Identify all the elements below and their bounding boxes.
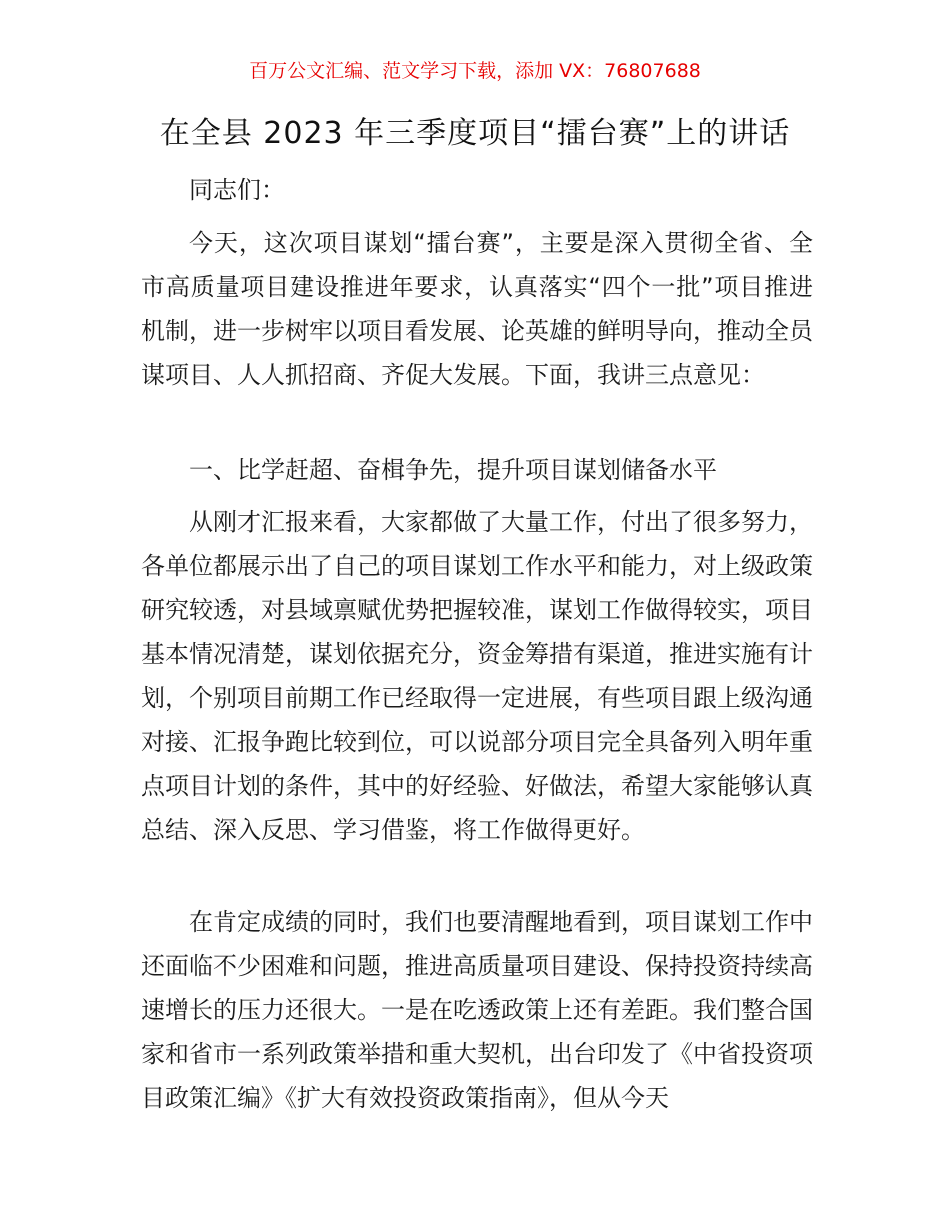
section-heading-1: 一、比学赶超、奋楫争先，提升项目谋划储备水平 — [189, 456, 717, 484]
salutation-block — [141, 168, 813, 212]
paragraph-block — [141, 500, 813, 852]
paragraph-block — [141, 221, 813, 397]
paragraph-achievements: 从刚才汇报来看，大家都做了大量工作，付出了很多努力，各单位都展示出了自己的项目谋划工作水平和能力，对上级政策研究较透，对县域禀赋优势把握较准，谋划工作做得较实，项目基本情况清楚，谋划依据充分，资金筹措有渠道，推进实施有计划，个别项目前期工作已经取得一定进展，有些项目跟上级沟通对接、汇报争跑比较到位，可以说部分项目完全具备列入明年重点项目计划的条件，其中的好经验、好做法，希望大家能够认真总结、深入反思、学习借鉴，将工作做得更好。 — [141, 508, 813, 844]
section-heading-block — [141, 448, 813, 492]
document-title: 在全县 2023 年三季度项目“擂台赛”上的讲话 — [159, 116, 791, 151]
header-banner: 百万公文汇编、范文学习下载，添加 VX：76807688 — [249, 60, 701, 82]
paragraph-intro: 今天，这次项目谋划“擂台赛”，主要是深入贯彻全省、全市高质量项目建设推进年要求，认真落实“四个一批”项目推进机制，进一步树牢以项目看发展、论英雄的鲜明导向，推动全员谋项目、人人抓招商、齐促大发展。下面，我讲三点意见： — [141, 229, 813, 389]
paragraph-block — [141, 900, 813, 1120]
paragraph-problems: 在肯定成绩的同时，我们也要清醒地看到，项目谋划工作中还面临不少困难和问题，推进高质量项目建设、保持投资持续高速增长的压力还很大。一是在吃透政策上还有差距。我们整合国家和省市一系列政策举措和重大契机，出台印发了《中省投资项目政策汇编》《扩大有效投资政策指南》，但从今天 — [141, 908, 813, 1112]
salutation: 同志们： — [189, 176, 285, 204]
